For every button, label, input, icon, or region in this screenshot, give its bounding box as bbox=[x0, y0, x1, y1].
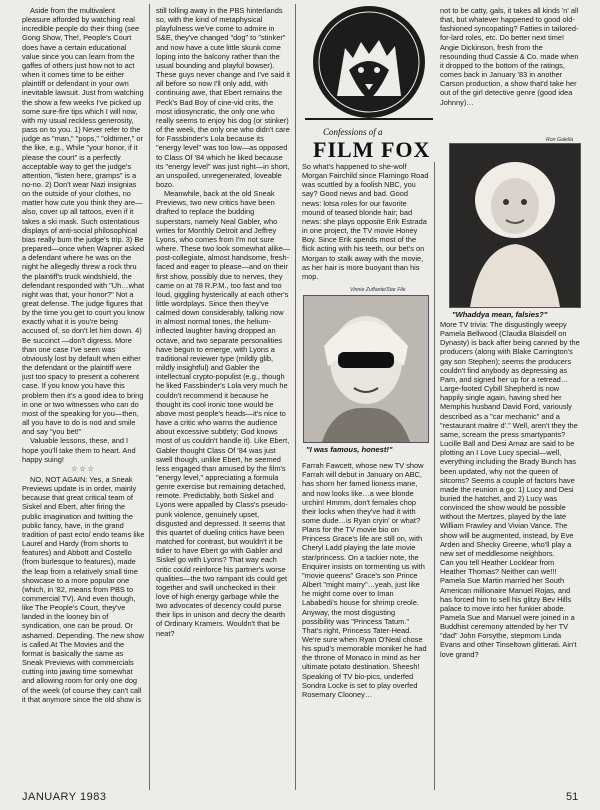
article-column-4-continued bbox=[440, 320, 580, 790]
photo-caption: "Whaddya mean, falsies?" bbox=[452, 310, 548, 319]
photo-farrah bbox=[303, 295, 429, 443]
paragraph: Large-footed Cybill Shepherd is now happily single again, having shed her Memphis husband David Ford, variously described as a "car mechanic" and a "restaurant maitre d'." Well, aren't they the same, scream the press smartypants? bbox=[440, 384, 578, 439]
page-number: 51 bbox=[566, 791, 579, 803]
paragraph: still tolling away in the PBS hinterlands so, with the kind of metaphysical playfulness we've come to admire in S&E, they've changed "dog" to "stinker" and now have a cute little skunk come loping into the balcony rather than the usual bounding and playful bowser). These guys never change and I've said it all before so now I'll only add, with continuing awe, that Ebert remains the Peck's Bad Boy of cine-vid crits, the most idiosyncratic, the only one who really seems to enjoy his dog (or stinker) of the week, the only one who didn't care for Fassbinder's Lola because its "energy level" was too low—as opposed to Class Of '84 which he liked because its "energy level" was just right—in short, an unspoiled, unregenerated, loveable bozo. bbox=[156, 6, 291, 189]
paragraph: More TV trivia: The disgustingly weepy Pamela Bellwood (Claudia Blaisdell on Dynasty) is back after being canned by the producers (along with Blake Carrington's gay son Stephen); seems the producers couldn't find anybody as depressing as Pam, and signed her up for a retread… bbox=[440, 320, 580, 384]
photo-credit: Vinnie Zuffante/Star File bbox=[350, 287, 406, 293]
paragraph: Lucille Ball and Desi Arnaz are said to be plotting an I Love Lucy special—well, everything including the Brady Bunch has been updated, why not the queen of sitcoms? Seems a couple of factors have made the reunion a go: 1) Lucy and Desi buried the hatchet, and 2) Lucy was convinced the show would be possible without the Mertzes, played by the late William Frawley and Vivian Vance. The show will be augmented, instead, by Eve Arden and Shecky Greene, who'll play a new set of meddlesome neighbors. bbox=[440, 439, 576, 558]
paragraph: Pamela Sue Martin married her South American millionaire Manuel Rojas, and has forced him to sell his glitzy Bev Hills palace to move into her funkier abode. Pamela Sue and Manuel were joined in a Buddhist ceremony attended by her TV "dad" John Forsythe, stepmom Linda Evans and other Tinseltown glitterati. Ain't love grand? bbox=[440, 576, 577, 659]
paragraph: Plans for the TV movie bio on Princess Grace's life are still on, with Cheryl Ladd playing the late movie star/princess. On a tackier note, the Enquirer insists on tormenting us with "movie queens" Grace's son Prince Albert "might marry"…yeah, just like he might come over to Iman Lababedi's house for shrimp creole. Anyway, the most disgusting possibility was "Princess Tatum." That's right, Princess Tater-Head. We're sure when Ryan O'Neal chose his spud's memorable moniker he had the throne of Monaco in mind as her ultimate potato destination. Sheesh! bbox=[302, 525, 427, 672]
column-subtitle: Confessions of a bbox=[323, 127, 383, 137]
paragraph: Valuable lessons, these, and I hope you'll take them to heart. And happy suing! bbox=[22, 436, 136, 464]
section-divider: ☆☆☆ bbox=[71, 465, 96, 473]
paragraph: Can you tell Heather Locklear from Heather Thomas? Neither can we!!! bbox=[440, 558, 557, 577]
paragraph: Farrah Fawcett, whose new TV show Farrah will debut in January on ABC, has shorn her famed lioness mane, and now looks like…a wee blonde urchin! Hmmm, don't females chop their locks when they've had it with some dude…is Ryan cryin' or what? bbox=[302, 461, 424, 525]
paragraph: Speaking of TV bio-pics, underfed Sondra Locke is set to play overfed Rosemary Clooney… bbox=[302, 671, 418, 699]
paragraph: not to be catty, gals, it takes all kinds 'n' all that, but whatever happened to good old-fashioned syncopating? Fatties in tailored-for-lard roles, etc. Do better next time! Angie Dickinson, fresh from the resounding thud Cassie & Co. made when it dropped to the bottom of the ratings, comes back in January '83 in another Carson production, a show that'd take her out of the girl detective genre (good idea Johnny)… bbox=[440, 6, 579, 107]
portrait-image bbox=[450, 144, 580, 307]
article-column-2 bbox=[156, 6, 291, 790]
issue-date: JANUARY 1983 bbox=[22, 791, 107, 803]
column-logo bbox=[299, 0, 439, 162]
paragraph: So what's happened to she-wolf Morgan Fairchild since Flamingo Road was scuttled by a foolish NBC, you say? Good news and bad. Good news: lotsa roles for our favorite mound of teased blonde hair; bad news: she plays opposite Erik Estrada in one project, the TV movie Honey Boy. Since Erik spends most of the flick acting with his teeth, our bet's on Morgan to stalk away with the movie, as her hair is more buoyant than his mop. bbox=[302, 162, 429, 281]
photo-credit: Ron Galella bbox=[546, 137, 574, 143]
column-rule bbox=[295, 4, 296, 790]
paragraph: Aside from the multivalent pleasure afforded by watching real incredible people do their thing (see Gong Show, The!, People's Court does have a certain educational value since you can learn from the gaffes of others just how not to act when it comes time to be either plaintiff or defendant in your own inevitable lawsuit. Just from watching the show a few weeks I've picked up some sure-fire tips which I will now, with my usual reckless generosity, pass on to you. 1) Never refer to the judge as "man," "pops," "oldtimer," or the like, e.g., While "your honor, if it please the court" is a perfectly acceptable way to get the judge's attention, "listen here, gramps" is a no-no. 2) Don't wear Nazi insignias on the outside of your clothes, no matter how cute you think they are—also, cover up all tattoos, even if it takes a ski mask. Such ostentatious displays of anti-social philosophical bias really bum the judge's trip. 3) Be prepared—once when Wapner asked a defendant where he was on the night he allegedly threw a rock thru the plaintiff's truck windshield, the defendant responded with "Uh…what night was that, your honor?" Not a great defense. The judge figures that by the time you get to court you know exactly what it is you're being accused of, so don't let him down. 4) Be succinct —don't digress. More than one case I've seen was obviously lost by default when either the defendant or the plaintiff were just too spacy to present a coherent case. If you know you have this problem then it's a good idea to bring in one or two witnesses who can do most of the speaking for you—then, all you have to do is nod and smile and say "you bet!" bbox=[22, 6, 145, 437]
column-title: FILM FOX bbox=[313, 137, 431, 162]
portrait-image bbox=[304, 296, 428, 442]
article-column-1 bbox=[22, 6, 145, 790]
column-rule bbox=[149, 4, 150, 790]
photo-angie bbox=[449, 143, 581, 308]
paragraph: NO, NOT AGAIN: Yes, a Sneak Previews update is in order, mainly because that great critical team of Siskel and Ebert, after firing the public imagination and twitting the public fancy, have, in the grand tradition of past ecto/ endo teams like Laurel and Hardy (from shorts to features) and Abbott and Costello (from burlesque to features), made the leap from a relatively small time showcase to a more popular one (which, in '82, means from PBS to commercial TV). And even though, like The People's Court, they've landed in the looney bin of syndication, one can be proud. Or ashamed. Depending. The new show is called At The Movies and the format is basically the same as Sneak Previews with commercials cutting into jawing time somewhat and allowing room for only one dog of the week (of course they can't call it that anymore since the old show is bbox=[22, 474, 145, 704]
paragraph: Meanwhile, back at the old Sneak Previews, two new critics have been drafted to replace the budding superstars, namely Neal Gabler, who writes for Monthly Detroit and Jeffrey Lyons, who comes from I'm not sure where. These two look somewhat alike—post-collegiate, almost handsome, fresh-faced and eager to please—and on their first show, possibly due to nerves, they came on at 78 R.P.M., too fast and too loud, giggling hysterically at each other's little wordplays. Since then they've calmed down considerably, talking now in almost normal tones, the helium-inflected laughter having dropped an octave, and two separate personalities have begun to emerge, with Lyons a traditional reviewer type (mildly glib, mildly insightful) and Gabler the intellectual crypto-populist (e.g., though he liked Fassbinder's Lola very much he couldn't recommend it because he thought its cool ironic tone would be above most people's heads—it's nice to have a critic who warns the audience about excessive subtlety; God knows most of us couldn't handle it). Like Ebert, Gabler thought Class Of '84 was just swell though, unlike Ebert, he seemed less engaged than amused by the film's "energy level," appreciating a formula genre exercise but remaining detached, remote. Predictably, both Siskel and Lyons were appalled by Class's pseudo-punk violence, genuinely upset, disgusted and depressed. It seems that this quartet of dueling critics have been matched for contrast, but wouldn't it be tidier to have Ebert go with Gabler and Siskel go with Lyons? That way each critic could reinforce his partner's worse qualities—the two rampant ids could get together and swill unchecked in their love of high energy garbage while the two advocates of decency could purse their lips in unison and decry the dearth of Ordinary Kramers. Wouldn't that be neat? bbox=[156, 189, 291, 638]
photo-caption: "I was famous, honest!" bbox=[306, 445, 393, 454]
article-column-3 bbox=[302, 162, 429, 790]
